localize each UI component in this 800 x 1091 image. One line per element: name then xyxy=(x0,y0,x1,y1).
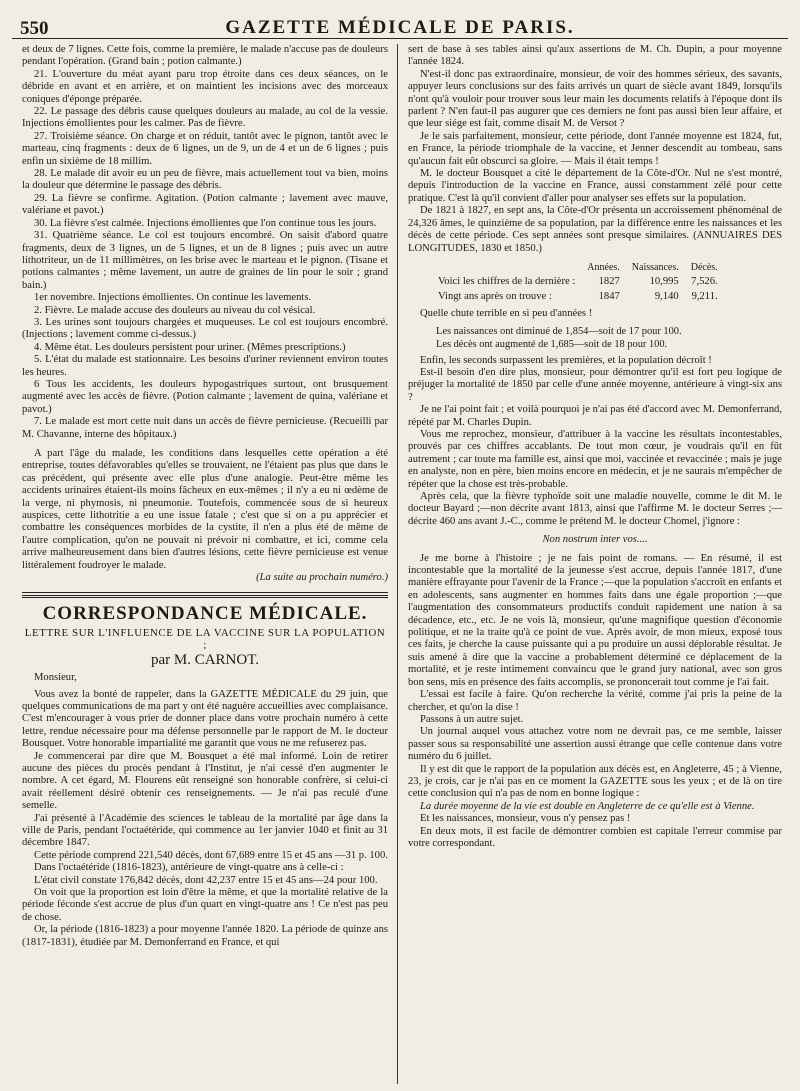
row-label: Voici les chiffres de la dernière : xyxy=(438,276,576,288)
table-header: Décès. xyxy=(690,261,718,273)
paragraph: En deux mots, il est facile de démontrer combien est capitale l'erreur commise par votre correspondant. xyxy=(408,825,782,849)
paragraph: 31. Quatrième séance. Le col est toujours encombré. On saisit d'abord quatre fragments, deux de 3 lignes, un de 5 lignes, et un de 8 lignes ; puis avec un autre lithotriteur, un de 11 millimètres, on les brise avec le marteau et le pignon. (Tisane et potions calmantes ; même lavement, un autre de graines de lin pour le soir ; grand bain.) xyxy=(22,230,388,291)
paragraph: 5. L'état du malade est stationnaire. Les besoins d'uriner reviennent environ toutes les heures. xyxy=(22,354,388,378)
row-label: Vingt ans après on trouve : xyxy=(438,290,552,302)
births-cell: 10,995 xyxy=(649,276,679,288)
right-column xyxy=(408,44,782,1084)
paragraph: 7. Le malade est mort cette nuit dans un accès de fièvre pernicieuse. (Recueilli par M. Chavanne, interne des hôpitaux.) xyxy=(22,416,388,440)
births-deaths-table xyxy=(432,261,724,304)
table-header: Naissances. xyxy=(631,261,679,273)
continued-note: (La suite au prochain numéro.) xyxy=(256,572,388,584)
conclusion-paragraph: A part l'âge du malade, les conditions dans lesquelles cette opération a été entreprise, toutes défavorables qu'elles se trouvaient, ne l'étaient pas plus que dans le cas précédent, qui présente avec elle plus d'une analogie. Peut-être même les accidents urinaires étaient-ils moins fâcheux en eux-mêmes ; il n'y a eu ni œdème de la verge, ni phymosis, ni pneumonie. Toutefois, commencée sous de si heureux auspices, cette lithotritie a eu une issue fatale ; c'est que si on a pu apprécier et combattre les conséquences morbides de la cystite, il n'en a plus été de même de l'autre complication, qu'on ne pouvait ni prévoir ni combattre, et ici, comme cela arrive malheureusement dans bien d'autres lésions, cette fièvre pernicieuse est venue littéralement foudroyer le malade. xyxy=(22,448,388,571)
difference-line: Les décès ont augmenté de 1,685—soit de 18 pour 100. xyxy=(436,338,668,350)
paragraph: sert de base à ses tables ainsi qu'aux assertions de M. Ch. Dupin, a pour moyenne l'année 1824. xyxy=(408,44,782,68)
paragraph: N'est-il donc pas extraordinaire, monsieur, de voir des hommes sérieux, des savants, appuyer leurs conclusions sur des faits arrivés un quart de siècle avant 1849, lorsqu'ils n'ont qu'à vouloir pour trouver sous leur main les documents relatifs à l'époque dont ils parlent ? N'en faut-il pas augurer que ces derniers ne font pas aussi bien leur affaire, et que leur siége est fait, comme disait M. de Versot ? xyxy=(408,68,782,130)
paragraph: 29. La fièvre se confirme. Agitation. (Potion calmante ; lavement avec mauve, valériane et pavot.) xyxy=(22,192,388,217)
year-cell: 1847 xyxy=(598,290,620,302)
paragraph: 1er novembre. Injections émollientes. On continue les lavements. xyxy=(34,292,312,304)
case-notes xyxy=(22,44,388,441)
year-cell: 1827 xyxy=(598,276,620,288)
paragraph: On voit que la proportion est loin d'être la même, et que la mortalité relative de la période féconde s'est accrue de plus d'un quart en vingt-quatre ans ! Ce n'est pas peu de chose. xyxy=(22,887,388,923)
paragraph: Cette période comprend 221,540 décès, dont 67,689 entre 15 et 45 ans —31 p. 100. xyxy=(34,849,388,861)
letter-title: LETTRE SUR L'INFLUENCE DE LA VACCINE SUR LA POPULATION ; xyxy=(24,626,386,652)
paragraph: Dans l'octaétéride (1816-1823), antérieure de vingt-quatre ans à celle-ci : xyxy=(34,862,344,874)
table-header-row xyxy=(432,261,724,275)
paragraph: 2. Fièvre. Le malade accuse des douleurs au niveau du col vésical. xyxy=(34,304,316,316)
deaths-cell: 9,211. xyxy=(691,290,718,302)
table-row xyxy=(432,290,724,304)
paragraph: Enfin, les seconds surpassent les premières, et la population décroît ! xyxy=(420,354,712,366)
page-number: 550 xyxy=(20,18,49,39)
paragraph: 30. La fièvre s'est calmée. Injections émollientes que l'on continue tous les jours. xyxy=(34,217,377,229)
letter-author: par M. CARNOT. xyxy=(150,651,260,668)
paragraph: 4. Même état. Les douleurs persistent pour uriner. (Mêmes prescriptions.) xyxy=(34,341,346,353)
paragraph: Vous me reprochez, monsieur, d'attribuer à la vaccine les résultats incontestables, prouvés par ces chiffres accablants. De tout mon cœur, je voudrais qu'il en fût autrement ; car toute ma famille est, ainsi que moi, vaccinée et revaccinée ; mais je juge en analyste, non en père, bien moins encore en médecin, et je ne saurais m'empêcher de répéter que la chose est très-probable. xyxy=(408,428,782,490)
paragraph: Or, la période (1816-1823) a pour moyenne l'année 1820. La période de quinze ans (1817-1831), étudiée par M. Demonferrand en France, et qui xyxy=(22,924,388,948)
paragraph: 27. Troisième séance. On charge et on réduit, tantôt avec le pignon, tantôt avec le marteau, cinq fragments : deux de 6 lignes, un de 9, un de 4 et un de 6 lignes ; puis enfin un sixième de 18 millim. xyxy=(22,130,388,167)
section-title: CORRESPONDANCE MÉDICALE. xyxy=(42,603,368,625)
paragraph: Je me borne à l'histoire ; je ne fais point de romans. — En résumé, il est incontestable que la mortalité de la jeunesse s'est accrue, depuis l'année 1817, d'une manière effrayante pour l'avenir de la France ;—que la population s'accroît en enfants et en adolescents, sans augmenter en hommes faits dans une égale proportion ;—que l'augmentation des consommateurs productifs conduit rapidement une nation à sa décadence, etc., etc. Je ne vois là, monsieur, qu'une magnifique question d'économie politique, et ne la traite qu'à ce point de vue. Après avoir, de mon mieux, exposé tous ces faits, je cherche la cause puissante qui a pu produire un aussi déplorable résultat. Je suis amené à dire que la vaccine a probablement déterminé ce déplacement de la mortalité, et je reste intimement convaincu que le grand jury national, avec son gros bon sens, mis en présence des faits accomplis, se prononcerait tout comme je l'ai fait. xyxy=(408,552,782,688)
paragraph: L'état civil constate 176,842 décès, dont 42,237 entre 15 et 45 ans—24 pour 100. xyxy=(34,874,378,886)
paragraph: Après cela, que la fièvre typhoïde soit une maladie nouvelle, comme le dit M. le docteur Bayard ;—non décrite avant 1813, ainsi que l'affirme M. le docteur Serres ;—décrite 460 ans avant J.-C., comme le prétend M. le docteur Chomel, j'ignore : xyxy=(408,491,782,527)
paragraph: 6 Tous les accidents, les douleurs hypogastriques surtout, ont brusquement augmenté avec les accès de fièvre. (Potion calmante ; lavement de quina, valériane et pavot.) xyxy=(22,378,388,415)
difference-lines xyxy=(436,325,782,351)
paragraph: M. le docteur Bousquet a cité le département de la Côte-d'Or. Nul ne s'est montré, depuis l'introduction de la vaccine en France, aussi constamment zélé pour cette pratique. C'est là qu'il convient d'aller pour analyser ses effets sur la population. xyxy=(408,168,782,204)
paragraph: Est-il besoin d'en dire plus, monsieur, pour démontrer qu'il est fort peu logique de préjuger la mortalité de 1850 par celle d'une année moyenne, antérieure à vingt-six ans ? xyxy=(408,366,782,403)
paragraph: 22. Le passage des débris cause quelques douleurs au malade, au col de la vessie. Injections émollientes pour les calmer. Pas de fièvre. xyxy=(22,106,388,130)
salutation: Monsieur, xyxy=(34,672,77,684)
paragraph: Passons à un autre sujet. xyxy=(420,713,524,725)
paragraph: L'essai est facile à faire. Qu'on recherche la vérité, comme j'ai pris la peine de la chercher, et qu'on la dise ! xyxy=(408,689,782,713)
column-rule xyxy=(397,44,398,1084)
table-header: Années. xyxy=(587,261,620,273)
table-row xyxy=(432,275,724,289)
paragraph: Et les naissances, monsieur, vous n'y pensez pas ! xyxy=(420,813,631,825)
paragraph: et deux de 7 lignes. Cette fois, comme la première, le malade n'accuse pas de douleurs pendant l'opération. (Grand bain ; potion calmante.) xyxy=(22,44,388,68)
paragraph: Je le sais parfaitement, monsieur, cette période, dont l'année moyenne est 1824, fut, en France, la période triomphale de la vaccine, et Jenner descendit au tombeau, sans qu'aucun fait eût obscurci sa gloire. — Mais il était temps ! xyxy=(408,130,782,167)
deaths-cell: 7,526. xyxy=(691,276,718,288)
births-cell: 9,140 xyxy=(654,290,679,302)
page-header xyxy=(12,10,788,39)
latin-quote: Non nostrum inter vos.... xyxy=(542,534,648,546)
paragraph: Je commencerai par dire que M. Bousquet a été mal informé. Loin de retirer aucune des pièces du procès pendant à l'Institut, je n'ai cessé d'en augmenter le nombre. A cet égard, M. Flourens eût renseigné son honorable confrère, si celui-ci avait réellement désiré obtenir ces renseignements. — Je n'ai pas reculé d'une semelle. xyxy=(22,750,388,812)
paragraph: Je ne l'ai point fait ; et voilà pourquoi je n'ai pas été d'accord avec M. Demonferrand, répété par M. Charles Dupin. xyxy=(408,404,782,428)
paragraph: 3. Les urines sont toujours chargées et muqueuses. Le col est toujours encombré. (Injections ; lavement comme ci-dessus.) xyxy=(22,316,388,341)
paragraph: J'ai présenté à l'Académie des sciences le tableau de la mortalité par âge dans la ville de Paris, pendant l'octaétéride, qui commence au 1er janvier 1040 et finit au 31 décembre 1847. xyxy=(22,812,388,849)
paragraph: Vous avez la bonté de rappeler, dans la GAZETTE MÉDICALE du 29 juin, que quelques communications de ma part y ont été naguère accueillies avec complaisance. C'est m'encourager à vous prier de donner place dans votre prochain numéro à cette lettre, rendue nécessaire pour ma défense personnelle par le rapport de M. le docteur Bousquet. Votre honorable impartialité me garantit que vous ne me refuserez pas. xyxy=(22,688,388,750)
paragraph: Quelle chute terrible en si peu d'années ! xyxy=(420,308,593,320)
difference-line: Les naissances ont diminué de 1,854—soit de 17 pour 100. xyxy=(436,325,682,337)
page-title: GAZETTE MÉDICALE DE PARIS. xyxy=(225,17,575,38)
paragraph: La durée moyenne de la vie est double en Angleterre de ce qu'elle est à Vienne. xyxy=(420,800,755,812)
section-divider-double xyxy=(22,595,388,600)
paragraph: Un journal auquel vous attachez votre nom ne devrait pas, ce me semble, laisser passer sous sa responsabilité une assertion aussi étrange que celle contenue dans votre numéro du 6 juillet. xyxy=(408,726,782,763)
paragraph: Il y est dit que le rapport de la population aux décès est, en Angleterre, 45 ; à Vienne, 23, je crois, car je n'ai pas en ce moment la GAZETTE sous les yeux ; et de là on tire cette conclusion qui n'a pas de nom en bonne logique : xyxy=(408,763,782,800)
section-divider xyxy=(22,592,388,593)
paragraph: De 1821 à 1827, en sept ans, la Côte-d'Or présenta un accroissement phénoménal de 24,326 âmes, le quinzième de sa population, par la différence entre les naissances et les décès de cette période. Ces sept années sont presque similaires. (ANNUAIRES DES LONGITUDES, 1830 et 1850.) xyxy=(408,205,782,254)
paragraph: 21. L'ouverture du méat ayant paru trop étroite dans ces deux séances, on le débride en avant et en arrière, et on maintient les incisions avec des morceaux coniques d'éponge préparée. xyxy=(22,68,388,105)
left-column xyxy=(22,44,388,1084)
paragraph: 28. Le malade dit avoir eu un peu de fièvre, mais actuellement tout va bien, moins la douleur que détermine le passage des débris. xyxy=(22,168,388,192)
